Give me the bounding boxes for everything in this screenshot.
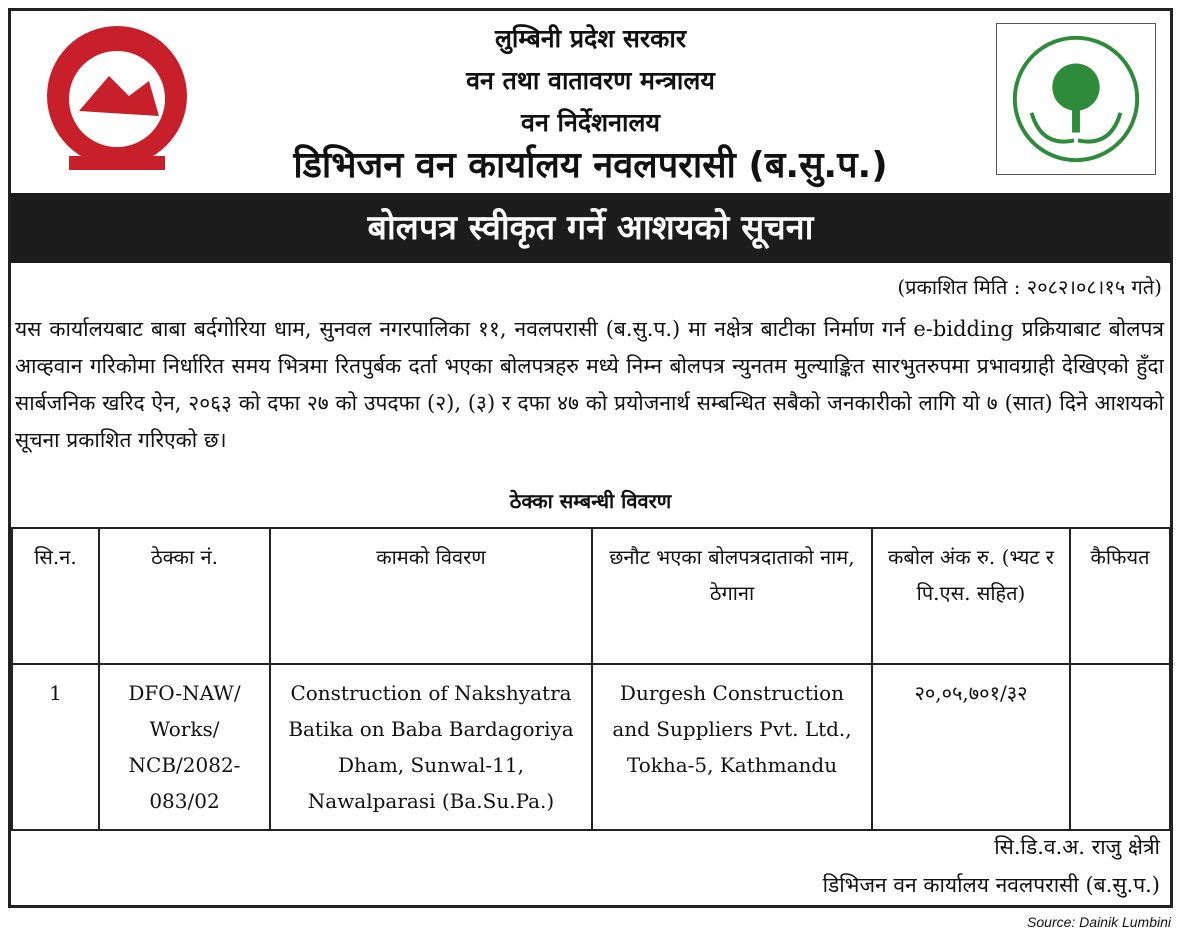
table-row — [12, 664, 1170, 830]
forest-logo-icon — [996, 23, 1156, 175]
cell-contract-no: DFO-NAW/ Works/ NCB/2082-083/02 — [99, 664, 270, 830]
source-credit: Source: Dainik Lumbini — [1027, 914, 1171, 930]
header-line-3: वन निर्देशनालय — [521, 108, 660, 137]
header-line-1: लुम्बिनी प्रदेश सरकार — [494, 24, 687, 53]
col-amount: कबोल अंक रु. (भ्यट र पि.एस. सहित) — [872, 528, 1070, 664]
notice-title: बोलपत्र स्वीकृत गर्ने आशयको सूचना — [11, 193, 1170, 263]
signatory-name: सि.डि.व.अ. राजु क्षेत्री — [994, 835, 1160, 859]
header-line-2: वन तथा वातावरण मन्त्रालय — [466, 66, 715, 95]
cell-bidder: Durgesh Construction and Suppliers Pvt. Ltd., Tokha-5, Kathmandu — [592, 664, 872, 830]
signatory-office: डिभिजन वन कार्यालय नवलपरासी (ब.सु.प.) — [822, 873, 1160, 897]
table-header-row — [12, 528, 1170, 664]
col-description: कामको विवरण — [270, 528, 592, 664]
cell-remarks — [1070, 664, 1170, 830]
col-contract-no: ठेक्का नं. — [99, 528, 270, 664]
table-title: ठेक्का सम्बन्धी विवरण — [509, 489, 672, 513]
published-date: (प्रकाशित मिति : २०८२।०८।१५ गते) — [897, 275, 1162, 299]
notice — [8, 8, 1173, 908]
col-remarks: कैफियत — [1070, 528, 1170, 664]
cell-description: Construction of Nakshyatra Batika on Baba Bardagoriya Dham, Sunwal-11, Nawalparasi (Ba.Su.Pa.) — [270, 664, 592, 830]
office-name: डिभिजन वन कार्यालय नवलपरासी (ब.सु.प.) — [293, 145, 888, 186]
header — [11, 11, 1170, 193]
notice-body: यस कार्यालयबाट बाबा बर्दगोरिया धाम, सुनवल नगरपालिका ११, नवलपरासी (ब.सु.प.) मा नक्षेत्र बाटीका निर्माण गर्न e-bidding प्रक्रियाबाट बोलपत्र आव्हवान गरिकोमा निर्धारित समय भित्रमा रितपुर्बक दर्ता भएका बोलपत्रहरु मध्ये निम्न बोलपत्र न्युनतम मुल्याङ्कित सारभुतरुपमा प्रभावग्राही देखिएको हुँदा सार्बजनिक खरिद ऐन, २०६३ को दफा २७ को उपदफा (२), (३) र दफा ४७ को प्रयोजनार्थ सम्बन्धित सबैको जनकारीको लागि यो ७ (सात) दिने आशयको सूचना प्रकाशित गरिएको छ। — [15, 317, 1164, 452]
col-bidder: छनौट भएका बोलपत्रदाताको नाम, ठेगाना — [592, 528, 872, 664]
cell-amount: २०,०५,७०१/३२ — [872, 664, 1070, 830]
cell-sn: 1 — [12, 664, 99, 830]
contract-table — [11, 527, 1171, 831]
col-sn: सि.न. — [12, 528, 99, 664]
